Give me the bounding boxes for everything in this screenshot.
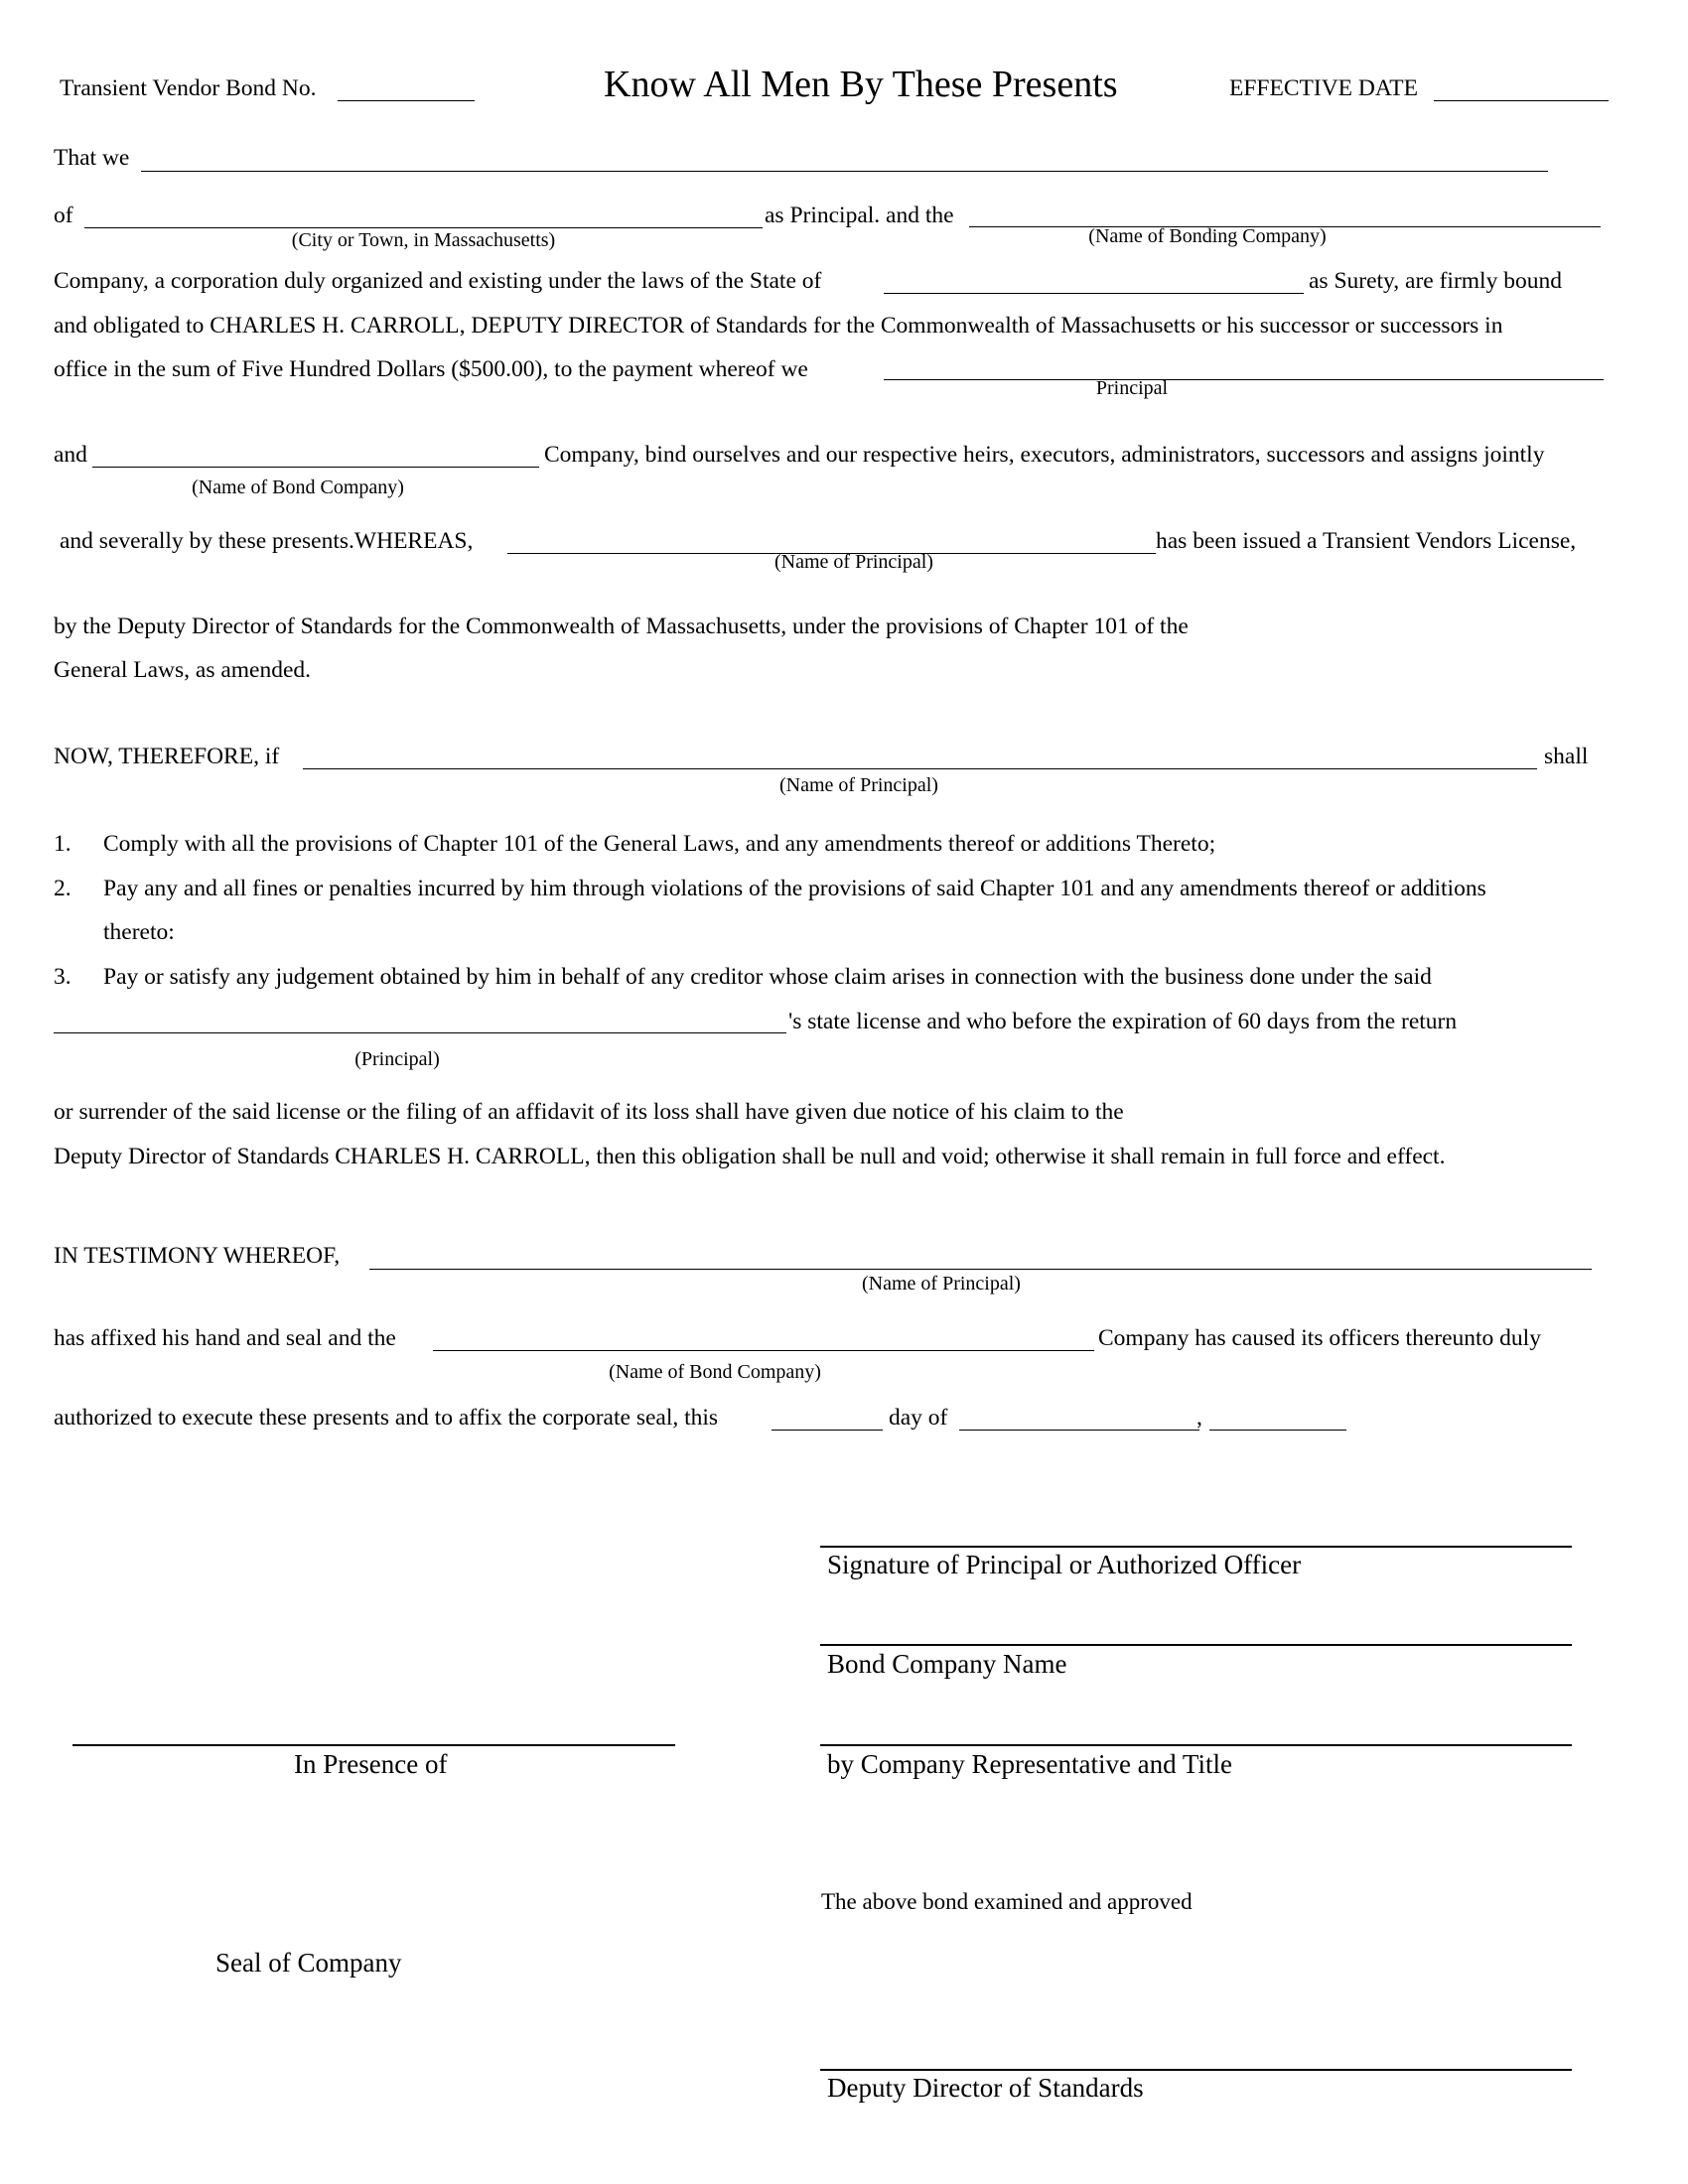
bond-company-caption-2: (Name of Bond Company) [609,1361,821,1383]
severally-end: has been issued a Transient Vendors License, [1156,528,1577,554]
bond-company-blank-2[interactable] [433,1350,1094,1351]
item-2-continuation: thereto: [103,919,175,945]
approved-text: The above bond examined and approved [821,1889,1193,1914]
name-of-principal-caption-3: (Name of Principal) [862,1273,1021,1295]
item-1-text: Comply with all the provisions of Chapter 101 of the General Laws, and any amendments thereof or additions Thereto; [103,831,1216,857]
obligated-line: and obligated to CHARLES H. CARROLL, DEPUTY DIRECTOR of Standards for the Commonwealth of Massachusetts or his successor or successors in [54,313,1503,339]
sum-line: office in the sum of Five Hundred Dollars ($500.00), to the payment whereof we [54,356,808,382]
bond-company-blank-1[interactable] [92,467,539,468]
as-principal-text: as Principal. and the [765,203,954,228]
item-1-number: 1. [54,831,71,857]
affixed-end: Company has caused its officers thereunto duly [1098,1325,1541,1351]
name-of-principal-caption-2: (Name of Principal) [779,774,938,796]
principal-caption: Principal [1095,377,1169,399]
of-label: of [54,203,73,228]
testimony-label: IN TESTIMONY WHEREOF, [54,1243,341,1269]
item-3-text: Pay or satisfy any judgement obtained by him in behalf of any creditor whose claim arises in connection with the business done under the said [103,964,1432,990]
bond-company-caption-1: (Name of Bond Company) [192,477,404,498]
effective-date-blank[interactable] [1434,100,1609,101]
affixed-start: has affixed his hand and seal and the [54,1325,396,1351]
deputy-director-label: Deputy Director of Standards [827,2073,1144,2103]
principal-signature-line[interactable] [820,1546,1572,1548]
item-3-number: 3. [54,964,71,990]
severally-start: and severally by these presents.WHEREAS, [60,528,474,554]
state-license-line: 's state license and who before the expiration of 60 days from the return [788,1009,1458,1034]
effective-date-label: EFFECTIVE DATE [1229,75,1418,101]
deputy-director-line[interactable] [820,2069,1572,2071]
bond-no-blank[interactable] [338,100,475,101]
that-we-label: That we [54,145,130,171]
item-2-number: 2. [54,876,71,901]
page-title: Know All Men By These Presents [604,64,1118,105]
seal-of-company-label: Seal of Company [215,1948,402,1978]
in-presence-of-line[interactable] [72,1744,675,1746]
name-of-principal-caption-1: (Name of Principal) [774,551,933,573]
and-label: and [54,442,87,468]
now-therefore: NOW, THEREFORE, if [54,744,280,769]
in-presence-of-label: In Presence of [294,1749,448,1779]
bond-company-name-label: Bond Company Name [827,1649,1067,1679]
principal-blank-1[interactable] [884,379,1604,380]
principal-paren-caption: (Principal) [354,1048,440,1070]
surrender-line: or surrender of the said license or the filing of an affidavit of its loss shall have given due notice of his claim to the [54,1099,1124,1125]
authorized-line: authorized to execute these presents and to affix the corporate seal, this [54,1405,719,1431]
principal-name-blank-3[interactable] [369,1269,1592,1270]
corp-line-start: Company, a corporation duly organized and existing under the laws of the State of [54,268,822,294]
bonding-company-caption: (Name of Bonding Company) [1088,225,1327,247]
day-of-label: day of [889,1405,948,1431]
shall-text: shall [1544,744,1589,769]
comma: , [1196,1405,1202,1431]
state-blank[interactable] [884,293,1304,294]
representative-label: by Company Representative and Title [827,1749,1232,1779]
that-we-blank[interactable] [141,171,1548,172]
bond-company-name-line[interactable] [820,1644,1572,1646]
general-laws: General Laws, as amended. [54,657,312,683]
item-2-text: Pay any and all fines or penalties incurred by him through violations of the provisions of said Chapter 101 and any amendments thereof or additions [103,876,1486,901]
city-blank[interactable] [84,227,763,228]
bond-no-label: Transient Vendor Bond No. [60,75,317,101]
principal-blank-2[interactable] [54,1032,786,1033]
principal-name-blank-2[interactable] [303,768,1537,769]
deputy-line: by the Deputy Director of Standards for the Commonwealth of Massachusetts, under the provisions of Chapter 101 of the [54,614,1189,639]
month-blank[interactable] [959,1430,1199,1431]
corp-line-end: as Surety, are firmly bound [1309,268,1562,294]
null-void-line: Deputy Director of Standards CHARLES H. CARROLL, then this obligation shall be null and void; otherwise it shall remain in full force and effect. [54,1144,1446,1169]
bind-line: Company, bind ourselves and our respective heirs, executors, administrators, successors and assigns jointly [544,442,1545,468]
year-blank[interactable] [1209,1430,1346,1431]
day-blank[interactable] [772,1430,883,1431]
principal-signature-label: Signature of Principal or Authorized Officer [827,1550,1302,1579]
representative-line[interactable] [820,1744,1572,1746]
city-caption: (City or Town, in Massachusetts) [291,229,556,251]
